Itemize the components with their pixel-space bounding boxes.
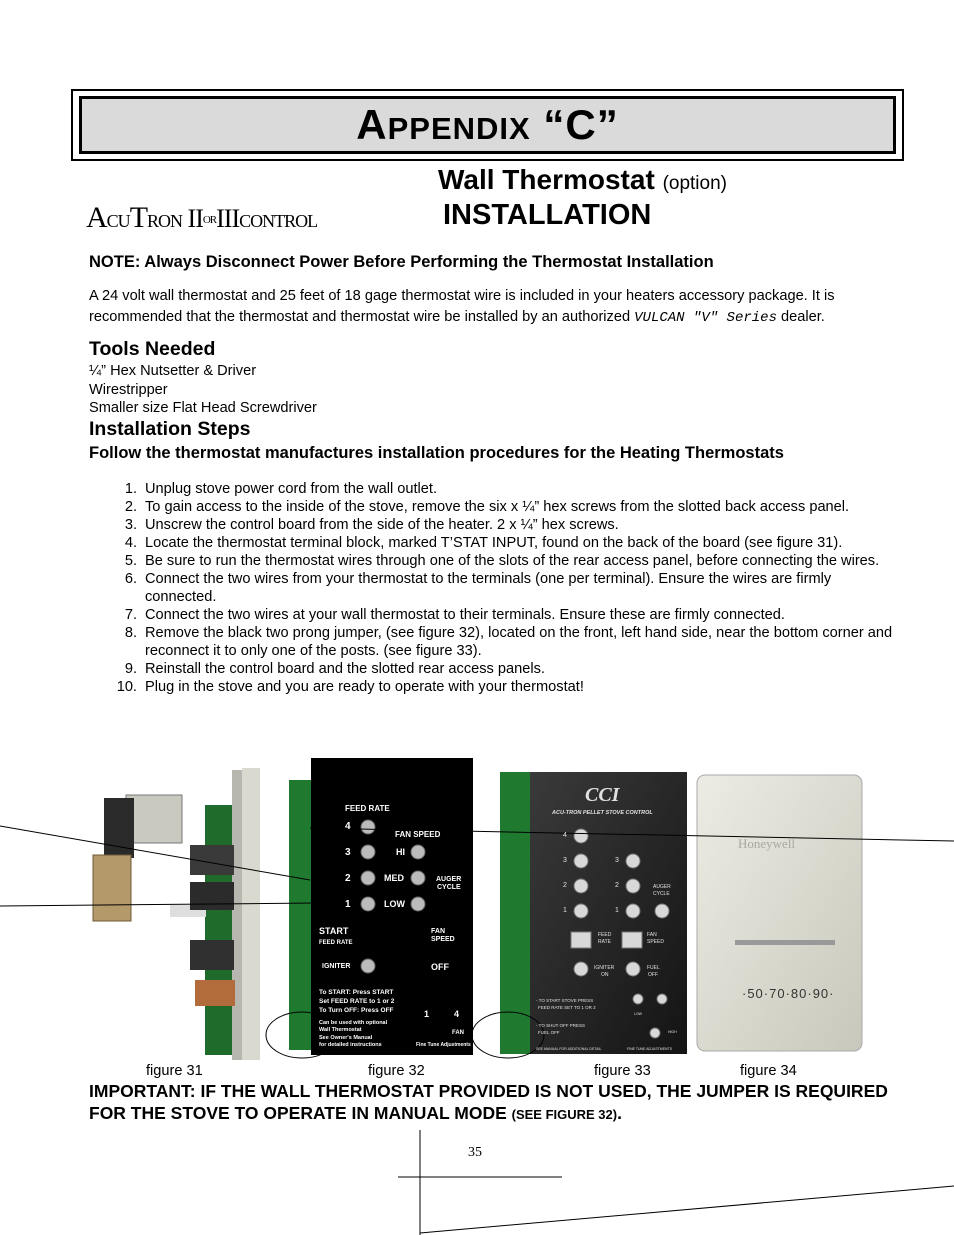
fig33-instruction: SEE MANUAL FOR ADDITIONAL DETAIL: [536, 1047, 602, 1051]
tool-item: ¼” Hex Nutsetter & Driver: [89, 363, 257, 379]
fig33-fan: FAN: [647, 932, 657, 938]
fig33-cycle: CYCLE: [653, 891, 670, 897]
fig33-fuel: FUEL: [647, 965, 660, 971]
installation-heading: Installation Steps: [89, 418, 251, 440]
fig33-off: OFF: [648, 972, 658, 978]
fig32-feed-rate-label: FEED RATE: [345, 804, 390, 813]
fig33-level: 1: [563, 907, 567, 914]
fig34-scale: ·50·70·80·90·: [742, 986, 835, 1001]
fig32-fine-1: 1: [424, 1009, 430, 1019]
fig33-instruction: - TO SHUT OFF PRESS: [536, 1023, 586, 1028]
tools-heading: Tools Needed: [89, 338, 216, 360]
figure-33-caption: figure 33: [594, 1063, 651, 1079]
fig33-level: 4: [563, 832, 567, 839]
fig32-instruction: for detailed instructions: [319, 1042, 382, 1048]
fig32-fan: FAN: [431, 928, 445, 935]
installation-subheading: Follow the thermostat manufactures installation procedures for the Heating Thermostats: [89, 444, 784, 462]
step-item: 2. To gain access to the inside of the stove, remove the six x ¼” hex screws from the slotted back access panel.: [124, 499, 850, 515]
fig32-hi: HI: [396, 847, 405, 857]
figure-32-caption: figure 32: [368, 1063, 425, 1079]
step-item: 8. Remove the black two prong jumper, (see figure 32), located on the front, left hand side, near the bottom corner and reconnect it to only one of the posts. (see figure 33).: [124, 625, 893, 659]
figure-33-labels: [530, 772, 687, 1054]
fig33-subtitle: ACU-TRON PELLET STOVE CONTROL: [552, 810, 653, 816]
fig33-instruction: - TO START STOVE PRESS: [536, 998, 594, 1003]
fig32-fan-bottom: FAN: [452, 1030, 464, 1036]
fig33-on: ON: [601, 972, 609, 978]
power-note: NOTE: Always Disconnect Power Before Performing the Thermostat Installation: [89, 253, 714, 271]
figure-31-caption: figure 31: [146, 1063, 203, 1079]
figure-31-image: [93, 768, 260, 1060]
figure-34-slot: [735, 940, 835, 945]
figure-34-caption: figure 34: [740, 1063, 797, 1079]
fig33-instruction: FUEL OFF: [538, 1030, 560, 1035]
fig33-level: 2: [563, 882, 567, 889]
step-item: 5. Be sure to run the thermostat wires through one of the slots of the rear access panel, before connecting the wires.: [124, 553, 880, 569]
fig33-instruction: FEED RATE SET TO 1 OR 2: [538, 1005, 596, 1010]
appendix-title: APPENDIX “C”: [356, 101, 619, 148]
fig33-high: HIGH: [668, 1030, 677, 1034]
fig33-igniter: IGNITER: [594, 965, 615, 971]
fig32-level-3: 3: [345, 847, 351, 858]
fig33-rate: RATE: [598, 939, 611, 945]
fig32-level-1: 1: [345, 899, 351, 910]
fig32-igniter: IGNITER: [322, 963, 351, 970]
fig32-level-2: 2: [345, 873, 351, 884]
fig33-level: 3: [563, 857, 567, 864]
vulcan-brand: VULCAN "V" Series: [634, 310, 777, 326]
fig32-level-4: 4: [345, 821, 351, 832]
fig34-brand: Honeywell: [738, 836, 796, 851]
step-item: 3. Unscrew the control board from the side of the heater. 2 x ¼” hex screws.: [124, 517, 619, 533]
fig32-auger: AUGER: [436, 876, 462, 883]
fig32-instruction: Can be used with optional: [319, 1020, 388, 1026]
page-title: Wall Thermostat (option): [438, 164, 727, 195]
fig33-level: 1: [615, 907, 619, 914]
fig33-fine-tune: FINE TUNE ADJUSTMENTS: [627, 1047, 673, 1051]
fig33-auger: AUGER: [653, 884, 671, 890]
fig32-start: START: [319, 926, 349, 936]
fig33-feed: FEED: [598, 932, 612, 938]
fig32-instruction: To Turn OFF: Press OFF: [319, 1007, 394, 1014]
acutron-logo: ACUTRON IIORIIICONTROL: [86, 201, 318, 234]
tool-item: Wirestripper: [89, 381, 168, 398]
fig32-feed-rate-small: FEED RATE: [319, 940, 353, 946]
fig33-low: LOW: [634, 1012, 642, 1016]
step-item: 7. Connect the two wires at your wall thermostat to their terminals. Ensure these are firmly connected.: [124, 607, 785, 623]
tool-item: Smaller size Flat Head Screwdriver: [89, 400, 317, 416]
fig33-level: 3: [615, 857, 619, 864]
fig32-low: LOW: [384, 899, 405, 909]
fig32-med: MED: [384, 873, 404, 883]
figure-34-thermostat: [697, 775, 862, 1051]
figure-32-labels: [311, 758, 473, 1055]
fig32-off: OFF: [431, 962, 449, 972]
important-note: IMPORTANT: IF THE WALL THERMOSTAT PROVIDED IS NOT USED, THE JUMPER IS REQUIRED FOR THE STOVE TO OPERATE IN MANUAL MODE (SEE FIGURE 32).: [89, 1081, 888, 1123]
step-item: 9. Reinstall the control board and the slotted rear access panels.: [124, 661, 545, 677]
intro-paragraph: A 24 volt wall thermostat and 25 feet of 18 gage thermostat wire is included in your heaters accessory package. It is recommended that the thermostat and thermostat wire be installed by an authorized VULCAN "V" Series dealer.: [89, 288, 835, 326]
fig32-speed: SPEED: [431, 936, 455, 943]
page-number: 35: [468, 1145, 482, 1160]
fig33-level: 2: [615, 882, 619, 889]
step-item: 6. Connect the two wires from your thermostat to the terminals (one per terminal). Ensure the wires are firmly connected.: [124, 571, 832, 605]
fig32-instruction: Set FEED RATE to 1 or 2: [319, 998, 395, 1005]
page-subtitle: INSTALLATION: [443, 199, 652, 231]
fig32-instruction: See Owner's Manual: [319, 1035, 373, 1041]
step-item: 10. Plug in the stove and you are ready to operate with your thermostat!: [116, 679, 584, 695]
step-item: 1. Unplug stove power cord from the wall outlet.: [124, 481, 438, 497]
fig32-fan-speed-label: FAN SPEED: [395, 830, 441, 839]
fig32-fine-tune: Fine Tune Adjustments: [416, 1042, 471, 1048]
fig32-instruction: Wall Thermostat: [319, 1027, 362, 1033]
fig32-fine-4: 4: [454, 1009, 460, 1019]
fig32-cycle: CYCLE: [437, 884, 461, 891]
step-item: 4. Locate the thermostat terminal block, marked T’STAT INPUT, found on the back of the board (see figure 31).: [124, 535, 843, 551]
fig32-instruction: To START: Press START: [319, 989, 394, 996]
fig33-brand: CCI: [585, 784, 620, 806]
fig33-speed: SPEED: [647, 939, 664, 945]
